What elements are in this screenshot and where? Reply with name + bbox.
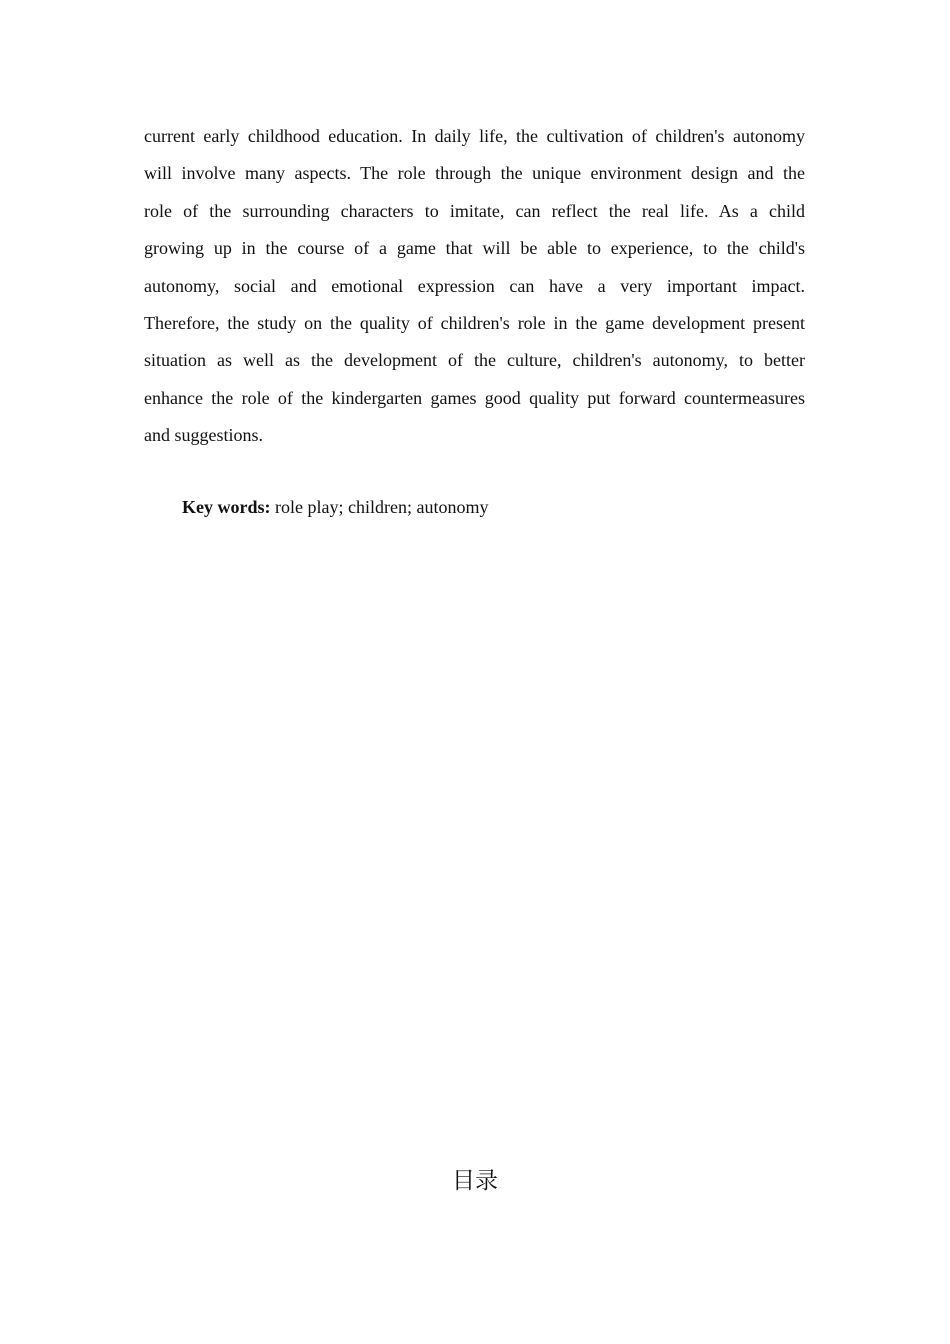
abstract-line: growing up in the course of a game that will be able to experience, to the child's [144,238,805,259]
abstract-line: autonomy, social and emotional expression can have a very important impact. [144,275,805,296]
abstract-line: role of the surrounding characters to imitate, can reflect the real life. As a child [144,200,805,221]
abstract-line: enhance the role of the kindergarten games good quality put forward countermeasures [144,387,805,408]
abstract-line: and suggestions. [144,425,263,446]
abstract-paragraph [144,118,805,455]
abstract-line: current early childhood education. In daily life, the cultivation of children's autonomy [144,126,805,146]
keywords-label: Key words: [182,497,271,517]
abstract-line: situation as well as the development of the culture, children's autonomy, to better [144,350,805,371]
table-of-contents-heading: 目录 [452,1168,498,1194]
abstract-line: will involve many aspects. The role through the unique environment design and the [144,163,805,184]
keywords-value: role play; children; autonomy [270,497,489,517]
keywords-line [182,489,488,525]
abstract-line: Therefore, the study on the quality of children's role in the game development present [144,312,805,333]
